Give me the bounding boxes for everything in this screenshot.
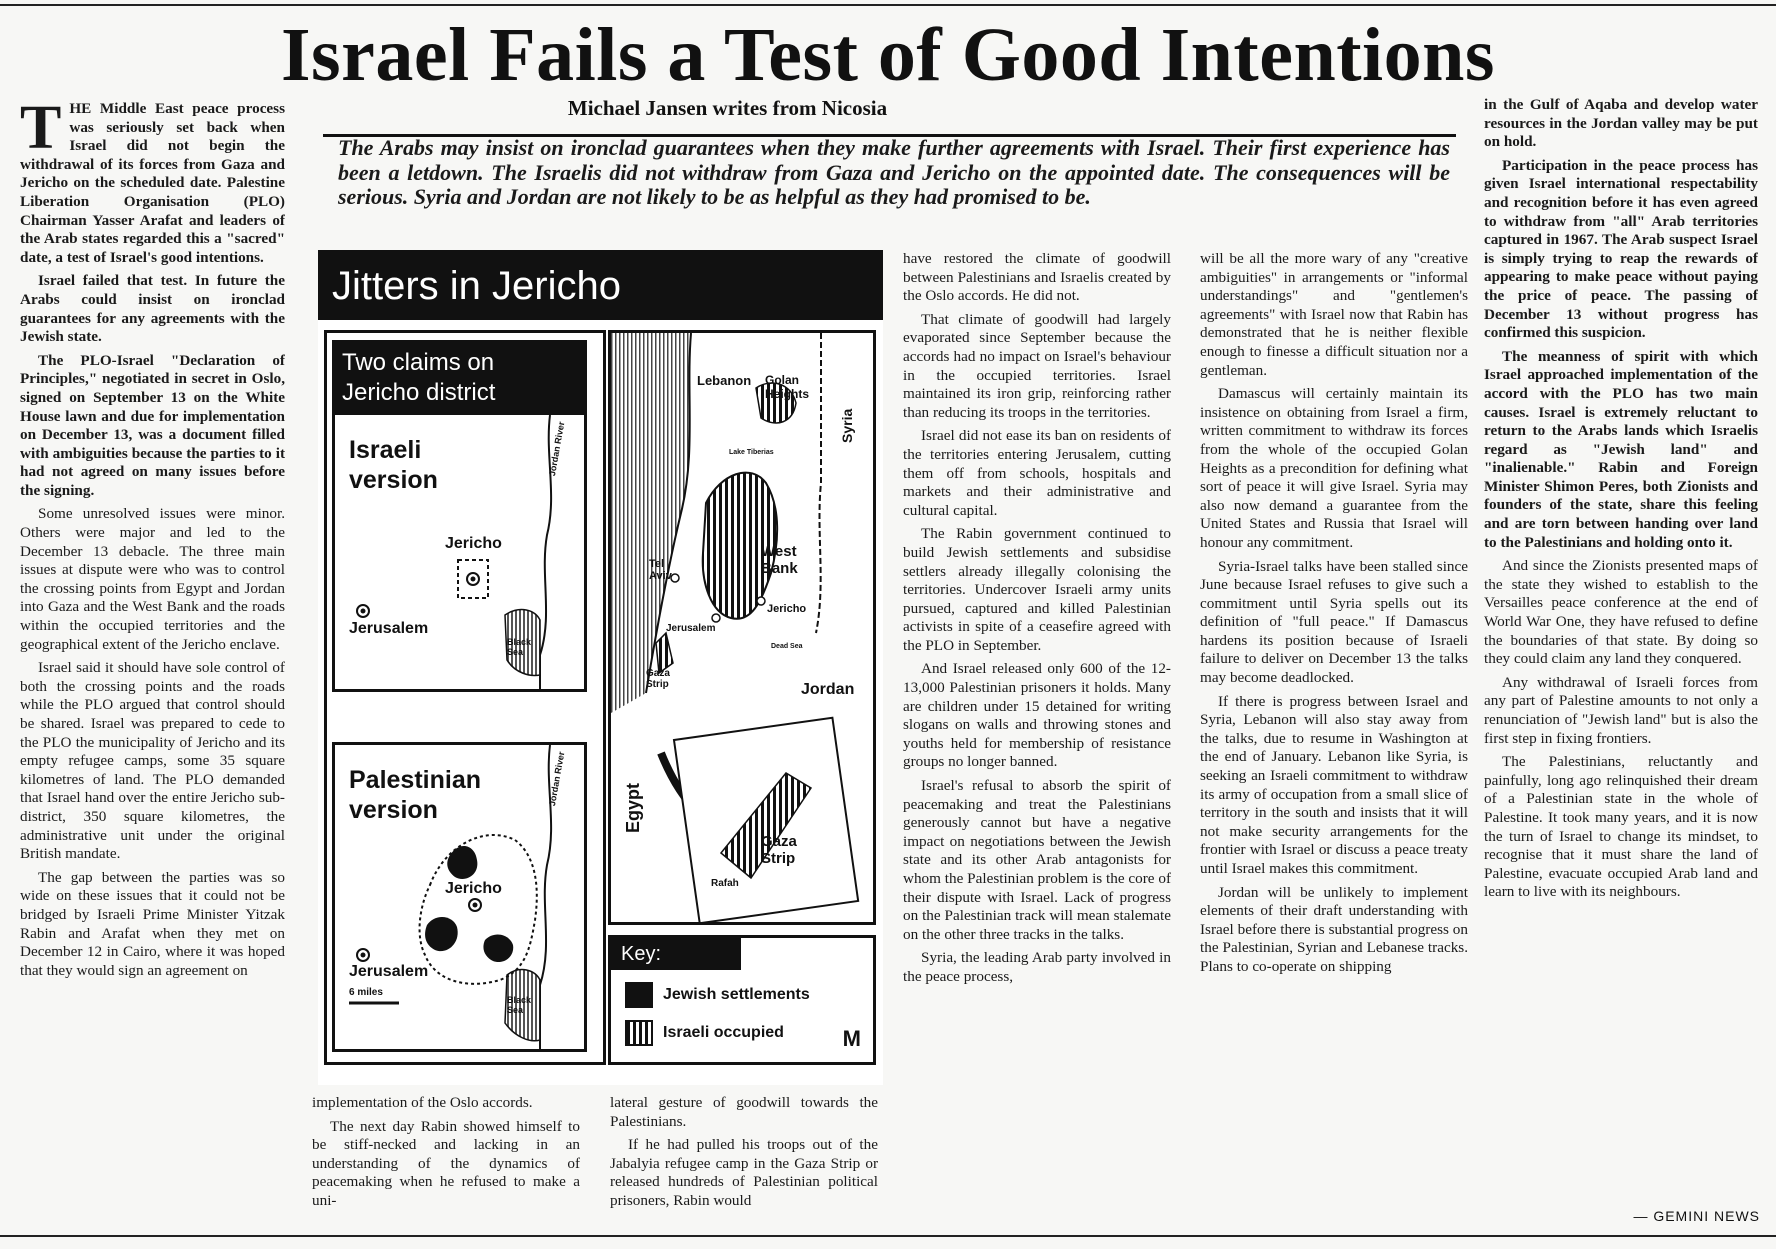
article-column-5 [1200,250,1468,1230]
paragraph: Some unresolved issues were minor. Others were major and led to the December 13 debacle. The three main issues at dispute were who was to control the crossing points from Egypt and Jordan into Gaza and the West Bank and the roads within the occupied territories and the geographical extent of the Jericho enclave. [20,505,285,653]
paragraph: And since the Zionists presented maps of the state they wished to establish to the Versailles peace conference at the end of World War One, they have refused to define the boundaries of that state. By doing so they could claim any land they conquered. [1484,557,1758,668]
inset-gaza-label-part: Gaza [761,833,797,850]
paragraph: lateral gesture of goodwill towards the Palestinians. [610,1094,878,1130]
egypt-label: Egypt [623,782,643,833]
paragraph-text: HE Middle East peace process was seriously set back when Israel did not begin the withdrawal of its forces from Gaza and Jericho on the scheduled date. Palestine Liberation Organisation (PLO) Chairman Yasser Arafat and leaders of the Arab states regarded this a "sacred" date, a test of Israel's good intentions. [20,100,285,266]
paragraph: Damascus will certainly maintain its insistence on obtaining from Israel a firm, written commitment to withdraw its forces from the whole of the occupied Golan Heights as a precondition for defining what sort of peace it will give Israel. Syria may also now demand a guarantee from the United States and Russia that Israel will honour any commitment. [1200,385,1468,551]
dead-sea-label-part: Sea [507,1005,524,1015]
occupied-swatch [625,1020,653,1046]
palestinian-version-map [332,742,587,1052]
map-key [608,935,876,1065]
paragraph: Israel did not ease its ban on residents of the territories entering Jerusalem, cutting them off from schools, hospitals and markets and their administrative and cultural capital. [903,427,1171,519]
news-source-credit: — GEMINI NEWS [1633,1208,1760,1224]
paragraph: If he had pulled his troops out of the Jabalyia refugee camp in the Gaza Strip or released hundreds of Palestinian political prisoners, Rabin would [610,1136,878,1209]
paragraph: Syria-Israel talks have been stalled since June because Israel refuses to give such a commitment until Syria spells out its definition of "full peace." If Damascus hardens its position because of Israeli failure to deliver on December 13 the talks may become deadlocked. [1200,557,1468,687]
publisher-logo: M [842,1026,861,1051]
article-column-6 [1484,96,1758,1186]
map-jerusalem-label: Jerusalem [666,623,716,634]
regional-map [608,330,876,925]
bottom-rule [0,1235,1776,1237]
subtitle-line: Two claims on [342,349,495,376]
paragraph: Syria, the leading Arab party involved in the peace process, [903,949,1171,985]
dead-sea-label-part: Black [507,637,532,647]
deck-summary: The Arabs may insist on ironclad guarantees when they make further agreements with Israel. Their first experience has been a letdown. The Israelis did not withdraw from Gaza and Jericho on the appointed date. The consequences will be serious. Syria and Jordan are not likely to be as helpful as they had promised to be. [338,135,1450,210]
west-bank-label [761,543,798,577]
jericho-label: Jericho [445,535,502,552]
paragraph: will be all the more wary of any "creative ambiguities" in arrangements or "informal understandings" and "gentlemen's agreements" with Israel now that Rabin has demonstrated that he is neither flexible enough to finesse a difficult situation nor a gentleman. [1200,250,1468,379]
label-line: version [349,466,438,494]
paragraph: If there is progress between Israel and Syria, Lebanon will also stay away from the talks, due to resume in Washington at the end of January. Lebanon like Syria, is seeking an Israeli commitment to withdraw its army of occupation from a small slice of territory in the south and insists that it will not make security arrangements for the frontier with Israel or discuss a peace treaty until Israel makes this commitment. [1200,692,1468,877]
golan-label-part: Heights [765,387,810,401]
tel-aviv-label-part: Tel [649,558,665,570]
inset-gaza-label [761,833,797,867]
map-dead-sea-label: Dead Sea [771,643,803,650]
paragraph: in the Gulf of Aqaba and develop water resources in the Jordan valley may be put on hold. [1484,96,1758,151]
jordan-river-label: Jordan River [547,750,567,807]
paragraph: implementation of the Oslo accords. [312,1094,533,1111]
key-label: Jewish settlements [663,986,810,1003]
top-rule [0,4,1776,6]
paragraph: The PLO-Israel "Declaration of Principles," negotiated in secret in Oslo, signed on September 13 on the White House lawn and due for implementation on December 13, was a document filled with ambiguities because the parties to it had not agreed on many issues before the signing. [20,351,285,499]
map-graphic [318,250,883,1085]
lake-label: Lake Tiberias [729,449,774,456]
lebanon-label: Lebanon [697,373,752,388]
map-jericho-label: Jericho [767,603,807,615]
scale-label: 6 miles [349,987,383,998]
map-gaza-label-part: Gaza [646,668,670,679]
paragraph: And Israel released only 600 of the 12-13,000 Palestinian prisoners it holds. Many are children under 15 detained for writing slogans on walls and throwing stones and youths held for membership of resistance groups no longer banned. [903,660,1171,771]
paragraph: The Palestinians, reluctantly and painfully, long ago relinquished their dream of a Palestinian state in the whole of Palestine. It took many years, and it is now the turn of Israel to change its mindset, to recognise that it must share the land of Palestine, evacuate occupied Arab land and learn to live with its neighbours. [1484,753,1758,901]
dead-sea-label-part: Black [507,995,532,1005]
paragraph [20,100,285,267]
golan-label-part: Golan [765,373,800,387]
article-column-4 [903,250,1171,1230]
paragraph: The next day Rabin showed himself to be stiff-necked and lacking in an understanding of the dynamics of peacemaking when he refused to make a uni- [312,1117,580,1209]
paragraph: Jordan will be unlikely to implement elements of their draft understanding with Israel before there is substantial progress on the Palestinian, Syrian and Lebanese tracks. Plans to co-operate on shipping [1200,883,1468,975]
paragraph: The meanness of spirit with which Israel approached implementation of the accord with the PLO has two main causes. Israel is extremely reluctant to return to the Arabs lands which Israelis regard as "Jewish land" and "inalienable." Rabin and Foreign Minister Shimon Peres, both Zionists and founders of the state, share this feeling and are torn between handing over land to the Palestinians and holding onto it. [1484,347,1758,551]
map-gaza-label-part: Strip [646,679,669,690]
dead-sea-label-part: Sea [507,647,524,657]
syria-label: Syria [839,408,855,443]
article-column-2 [312,1094,580,1229]
golan-label [765,373,809,401]
paragraph: Israel said it should have sole control of both the crossing points and the roads while the PLO argued that control should be shared. Israel was prepared to cede to the PLO the municipality of Jericho and its empty refugee camps, some 35 square kilometres of land. The PLO demanded that Israel hand over the entire Jericho sub-district, 350 square kilometres, the administrative unit under the original British mandate. [20,659,285,863]
regional-map-drawing [611,333,873,922]
key-row-settlements [625,982,810,1008]
settlements-swatch [625,982,653,1008]
paragraph: have restored the climate of goodwill between Palestinians and Israelis created by the Oslo accords. He did not. [903,250,1171,305]
map-gaza-label [646,668,670,690]
graphic-title: Jitters in Jericho [318,250,883,320]
inset-gaza-label-part: Strip [761,850,796,867]
paragraph: The Rabin government continued to build Jewish settlements and subsidise settlers already illegally colonising the territories. Undercover Israeli army units pursued, captured and killed Palestinian activists in spite of a ceasefire agreed with the PLO in September. [903,525,1171,654]
headline: Israel Fails a Test of Good Intentions [280,13,1496,97]
subtitle-line: Jericho district [342,379,496,406]
jordan-river-label: Jordan River [547,420,567,477]
tel-aviv-label-part: Aviv [649,570,672,582]
key-row-occupied [625,1020,784,1046]
paragraph: Israel failed that test. In future the Arabs could insist on ironclad guarantees for any agreements with the Jewish state. [20,272,285,346]
graphic-subtitle [332,340,587,420]
byline: Michael Jansen writes from Nicosia [567,96,888,120]
paragraph: Any withdrawal of Israeli forces from any part of Palestine amounts to not only a renunciation of "Jewish land" but is also the first step in fixing frontiers. [1484,673,1758,747]
label-line: Israeli [349,436,422,464]
rafah-label: Rafah [711,878,739,889]
tel-aviv-label [649,558,672,582]
jericho-label: Jericho [445,880,502,897]
article-column-1 [20,100,285,1228]
israeli-version-map [332,412,587,692]
article-column-3 [610,1094,878,1229]
jerusalem-label: Jerusalem [349,963,429,980]
jerusalem-label: Jerusalem [349,620,429,637]
jordan-label: Jordan [801,681,855,698]
label-line: version [349,796,438,824]
west-bank-label-part: West [761,543,797,560]
paragraph: That climate of goodwill had largely evaporated since September because the accords had no impact on Israel's behaviour in the occupied territories. Israel maintained its iron grip, reinforcing rather than reducing its troops in the territories. [903,310,1171,421]
paragraph: Participation in the peace process has given Israel international respectability and recognition before it has even agreed to withdraw from "all" Arab territories captured in 1967. The Arab suspect Israel is simply trying to reap the rewards of appearing to make peace without paying the price of peace. The passing of December 13 without progress has confirmed this suspicion. [1484,156,1758,342]
key-title: Key: [611,938,741,970]
paragraph: The gap between the parties was so wide on these issues that it could not be bridged by Israeli Prime Minister Yitzak Rabin and Arafat when they met on December 12 in Cairo, where it was hoped that they would sign an agreement on [20,868,285,979]
label-line: Palestinian [349,766,481,794]
drop-cap: T [20,100,62,162]
paragraph: Israel's refusal to absorb the spirit of peacemaking and treat the Palestinians generously cannot but have a negative impact on negotiations between the Jewish state and its other Arab antagonists for whom the Palestinian problem is the core of their dispute with Israel. Lack of progress on the Palestinian track will mean stalemate on the other three tracks in the talks. [903,777,1171,943]
dead-sea-label [507,995,531,1015]
west-bank-label-part: Bank [761,560,798,577]
key-label: Israeli occupied [663,1024,784,1041]
dead-sea-label [507,637,531,657]
